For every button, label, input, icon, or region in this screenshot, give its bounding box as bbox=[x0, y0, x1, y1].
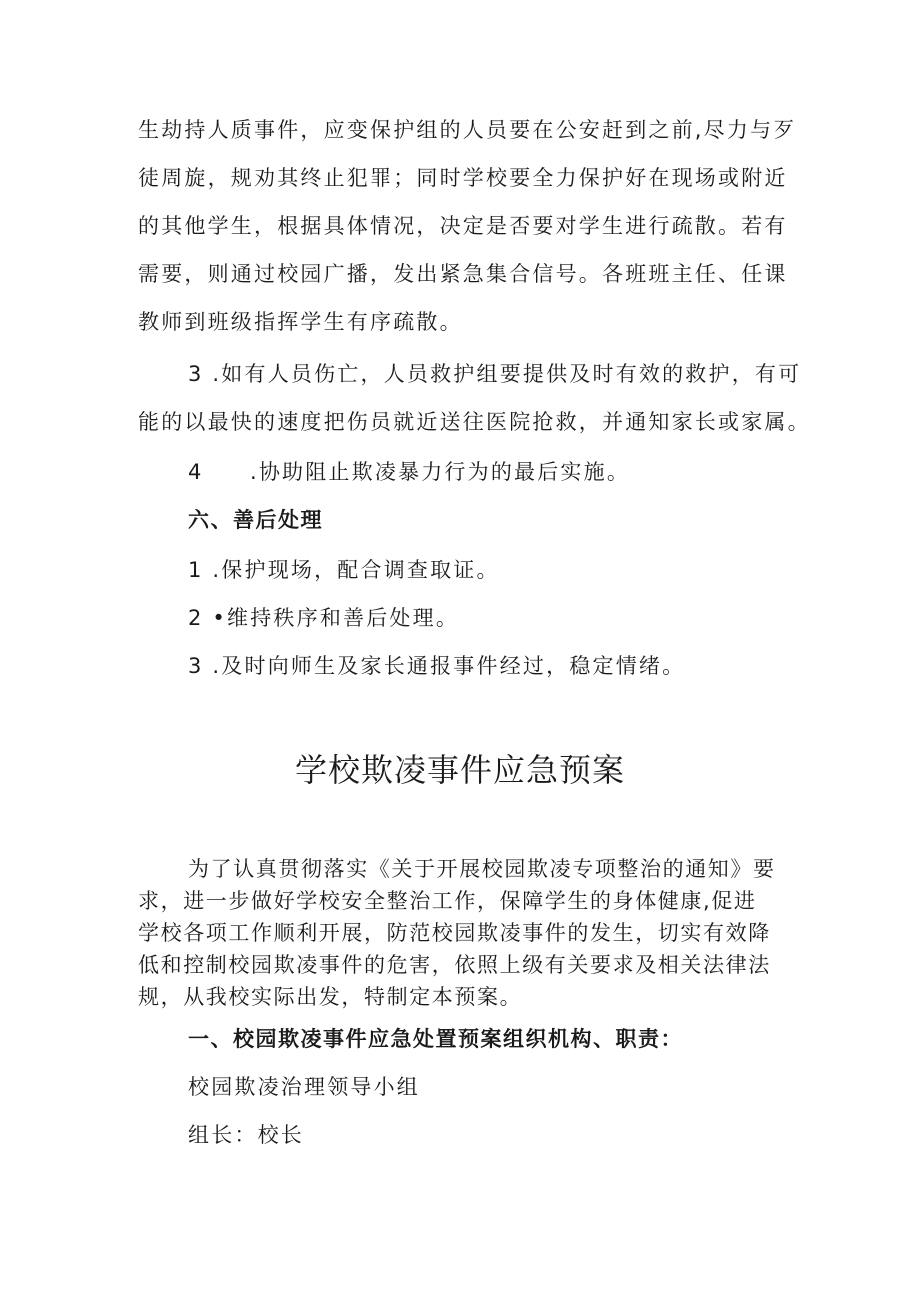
aftercare-item-2: 2 •维持秩序和善后处理。 bbox=[188, 606, 460, 630]
paragraph-line: 生劫持人质事件，应变保护组的人员要在公安赶到之前,尽力与歹 bbox=[138, 118, 797, 142]
aftercare-item-3: 3 .及时向师生及家长通报事件经过，稳定情绪。 bbox=[188, 654, 686, 678]
list-item-3-line: 3 .如有人员伤亡，人员救护组要提供及时有效的救护，有可 bbox=[188, 362, 802, 386]
section-heading-6: 六、善后处理 bbox=[188, 508, 323, 532]
aftercare-item-1: 1 .保护现场，配合调查取证。 bbox=[188, 558, 500, 582]
paragraph-line: 徒周旋，规劝其终止犯罪；同时学校要全力保护好在现场或附近 bbox=[138, 166, 788, 190]
paragraph-line: 教师到班级指挥学生有序疏散。 bbox=[138, 310, 463, 334]
group-name: 校园欺凌治理领导小组 bbox=[188, 1075, 420, 1099]
paragraph-line: 需要，则通过校园广播，发出紧急集合信号。各班班主任、任课 bbox=[138, 262, 788, 286]
document-title: 学校欺凌事件应急预案 bbox=[294, 751, 625, 789]
section-heading-1: 一、校园欺凌事件应急处置预案组织机构、职责： bbox=[188, 1027, 683, 1051]
paragraph-line: 规，从我校实际出发，特制定本预案。 bbox=[138, 985, 523, 1009]
list-item-3-line: 能的以最快的速度把伤员就近送往医院抢救，并通知家长或家属。 bbox=[138, 410, 811, 434]
paragraph-line: 学校各项工作顺利开展，防范校园欺凌事件的发生，切实有效降 bbox=[138, 921, 771, 945]
group-leader: 组长：校长 bbox=[188, 1123, 304, 1147]
paragraph-line: 为了认真贯彻落实《关于开展校园欺凌专项整治的通知》要 bbox=[188, 857, 776, 881]
paragraph-line: 低和控制校园欺凌事件的危害，依照上级有关要求及相关法律法 bbox=[138, 953, 771, 977]
list-item-4: 4 .协助阻止欺凌暴力行为的最后实施。 bbox=[188, 460, 631, 484]
paragraph-line: 的其他学生，根据具体情况，决定是否要对学生进行疏散。若有 bbox=[138, 214, 788, 238]
paragraph-line: 求，进一步做好学校安全整治工作，保障学生的身体健康,促进 bbox=[138, 889, 757, 913]
